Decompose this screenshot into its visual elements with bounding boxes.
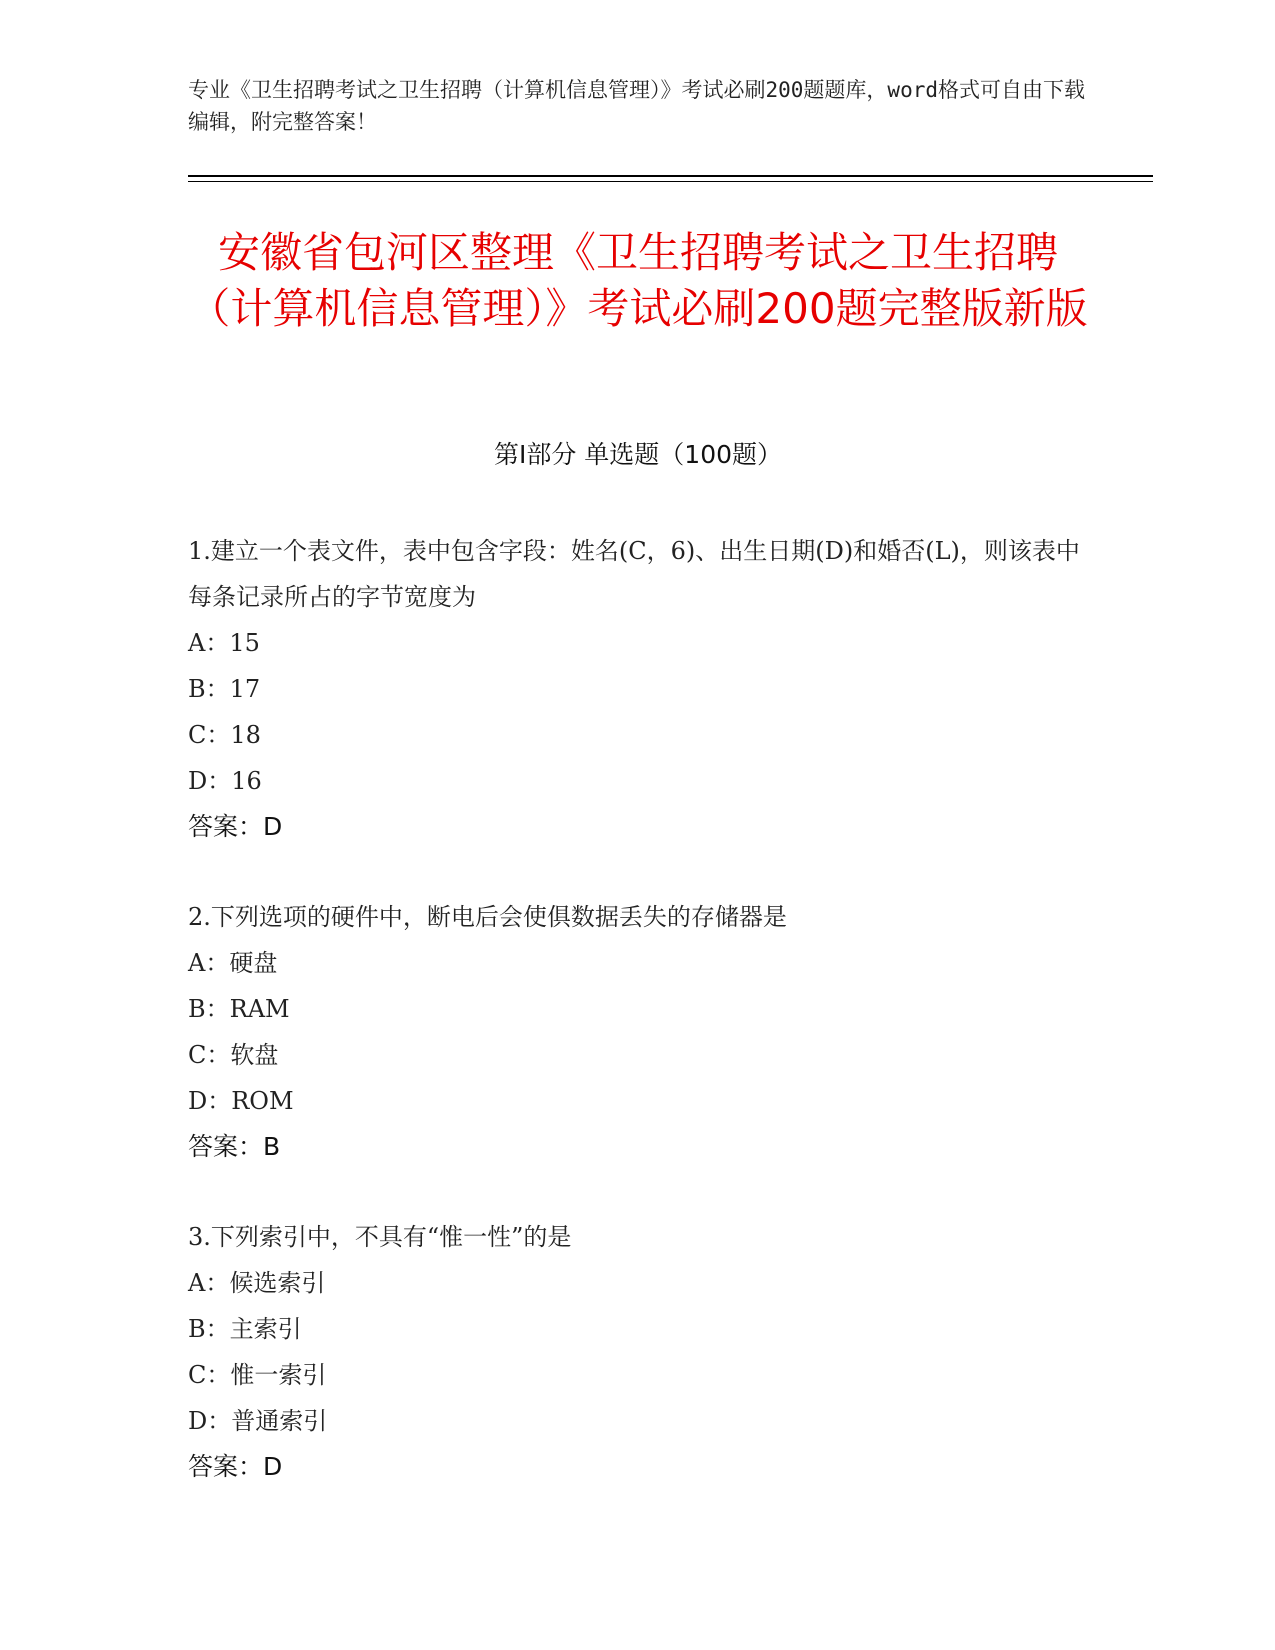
header-note: 专业《卫生招聘考试之卫生招聘（计算机信息管理）》考试必刷200题题库，word格式可自由下载编辑，附完整答案！ [188, 78, 1085, 134]
question-1 [188, 528, 1088, 850]
option-b: B：17 [188, 675, 261, 703]
answer-line: 答案：D [188, 1452, 283, 1481]
question-stem: 3.下列索引中，不具有“惟一性”的是 [188, 1223, 572, 1251]
option-b: B：RAM [188, 995, 290, 1023]
option-c: C：18 [188, 721, 261, 749]
option-a: A：15 [188, 629, 260, 657]
header-divider-thick [188, 175, 1153, 177]
question-stem: 2.下列选项的硬件中，断电后会使俱数据丢失的存储器是 [188, 903, 787, 931]
question-3 [188, 1214, 1088, 1490]
option-d: D：16 [188, 767, 262, 795]
question-2 [188, 894, 1088, 1170]
option-c: C：惟一索引 [188, 1361, 327, 1389]
option-d: D：普通索引 [188, 1407, 328, 1435]
option-d: D：ROM [188, 1087, 294, 1115]
section-heading: 第Ⅰ部分 单选题（100题） [493, 440, 783, 469]
header-divider-thin [188, 181, 1153, 182]
option-c: C：软盘 [188, 1041, 279, 1069]
option-a: A：候选索引 [188, 1269, 326, 1297]
option-b: B：主索引 [188, 1315, 302, 1343]
option-a: A：硬盘 [188, 949, 278, 977]
question-list [188, 528, 1088, 1534]
question-stem: 1.建立一个表文件，表中包含字段：姓名(C，6)、出生日期(D)和婚否(L)，则该表中每条记录所占的字节宽度为 [188, 537, 1080, 611]
document-title: 安徽省包河区整理《卫生招聘考试之卫生招聘（计算机信息管理）》考试必刷200题完整版新版 [188, 228, 1088, 333]
answer-line: 答案：B [188, 1132, 281, 1161]
answer-line: 答案：D [188, 812, 283, 841]
